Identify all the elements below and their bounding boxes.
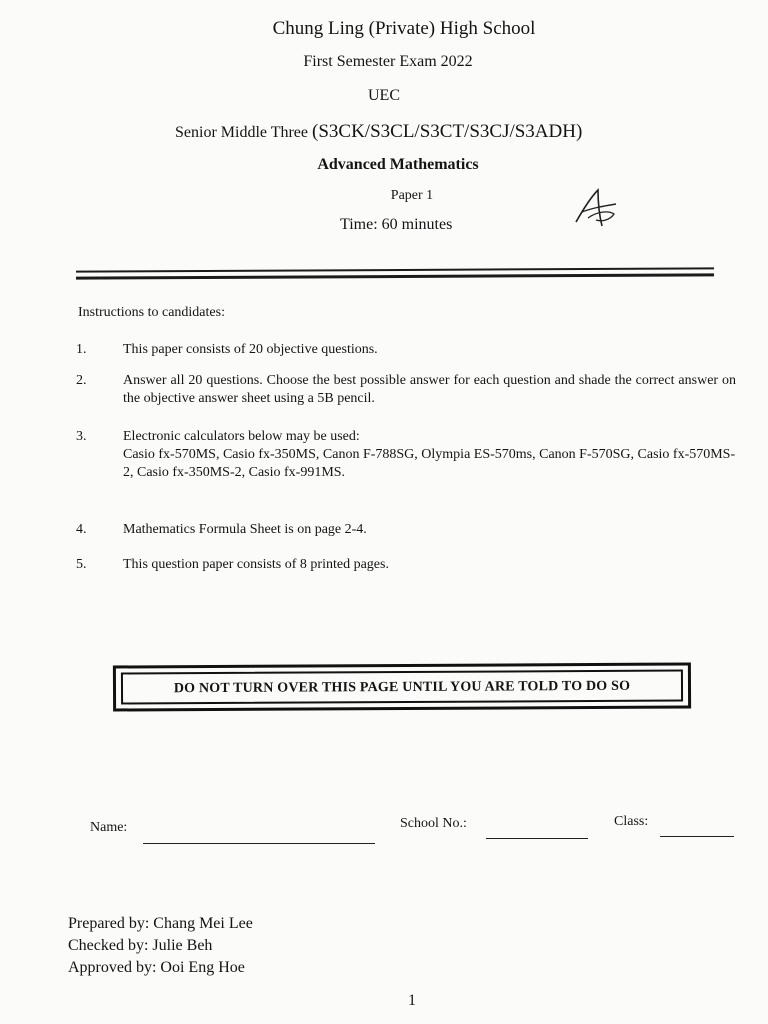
instruction-number: 3.: [76, 429, 87, 444]
school-name: Chung Ling (Private) High School: [272, 18, 536, 39]
school-no-label: School No.:: [400, 816, 467, 831]
prepared-by: Prepared by: Chang Mei Lee: [68, 915, 253, 932]
instruction-text: Electronic calculators below may be used:: [123, 429, 360, 444]
instruction-number: 4.: [76, 522, 87, 537]
instruction-number: 2.: [76, 373, 87, 388]
paper-number: Paper 1: [390, 188, 434, 203]
instruction-text: This question paper consists of 8 printed pages.: [123, 557, 389, 572]
warning-banner: [113, 662, 691, 711]
approved-by: Approved by: Ooi Eng Hoe: [68, 959, 245, 976]
level-codes: (S3CK/S3CL/S3CT/S3CJ/S3ADH): [312, 121, 583, 142]
class-level: [175, 121, 582, 143]
school-no-field-line[interactable]: [486, 838, 588, 839]
header-divider-thick: [76, 273, 714, 279]
warning-text: DO NOT TURN OVER THIS PAGE UNTIL YOU ARE TOLD TO DO SO: [121, 670, 683, 705]
instruction-number: 5.: [76, 557, 87, 572]
name-label: Name:: [90, 820, 128, 835]
header-divider-thin: [76, 267, 714, 272]
instruction-text: Answer all 20 questions. Choose the best possible answer for each question and shade the correct answer on the objective answer sheet using a 5B pencil.: [123, 373, 736, 406]
class-field-line[interactable]: [660, 836, 734, 837]
page-number: 1: [408, 992, 416, 1009]
time-limit: Time: 60 minutes: [340, 216, 453, 233]
checked-by: Checked by: Julie Beh: [68, 937, 213, 954]
instruction-text: This paper consists of 20 objective questions.: [123, 342, 378, 357]
exam-board: UEC: [368, 87, 400, 104]
calculator-list: Casio fx-570MS, Casio fx-350MS, Canon F-788SG, Olympia ES-570ms, Canon F-570SG, Casio fx-570MS-2, Casio fx-350MS-2, Casio fx-991MS.: [123, 447, 736, 480]
subject-title: Advanced Mathematics: [317, 156, 479, 173]
instructions-heading: Instructions to candidates:: [78, 305, 225, 320]
name-field-line[interactable]: [143, 843, 375, 844]
instruction-number: 1.: [76, 342, 87, 357]
handwritten-signature: [572, 188, 620, 230]
instruction-text: Mathematics Formula Sheet is on page 2-4.: [123, 522, 367, 537]
exam-title: First Semester Exam 2022: [303, 53, 473, 70]
class-label: Class:: [614, 814, 649, 829]
level-prefix: Senior Middle Three: [175, 124, 309, 141]
